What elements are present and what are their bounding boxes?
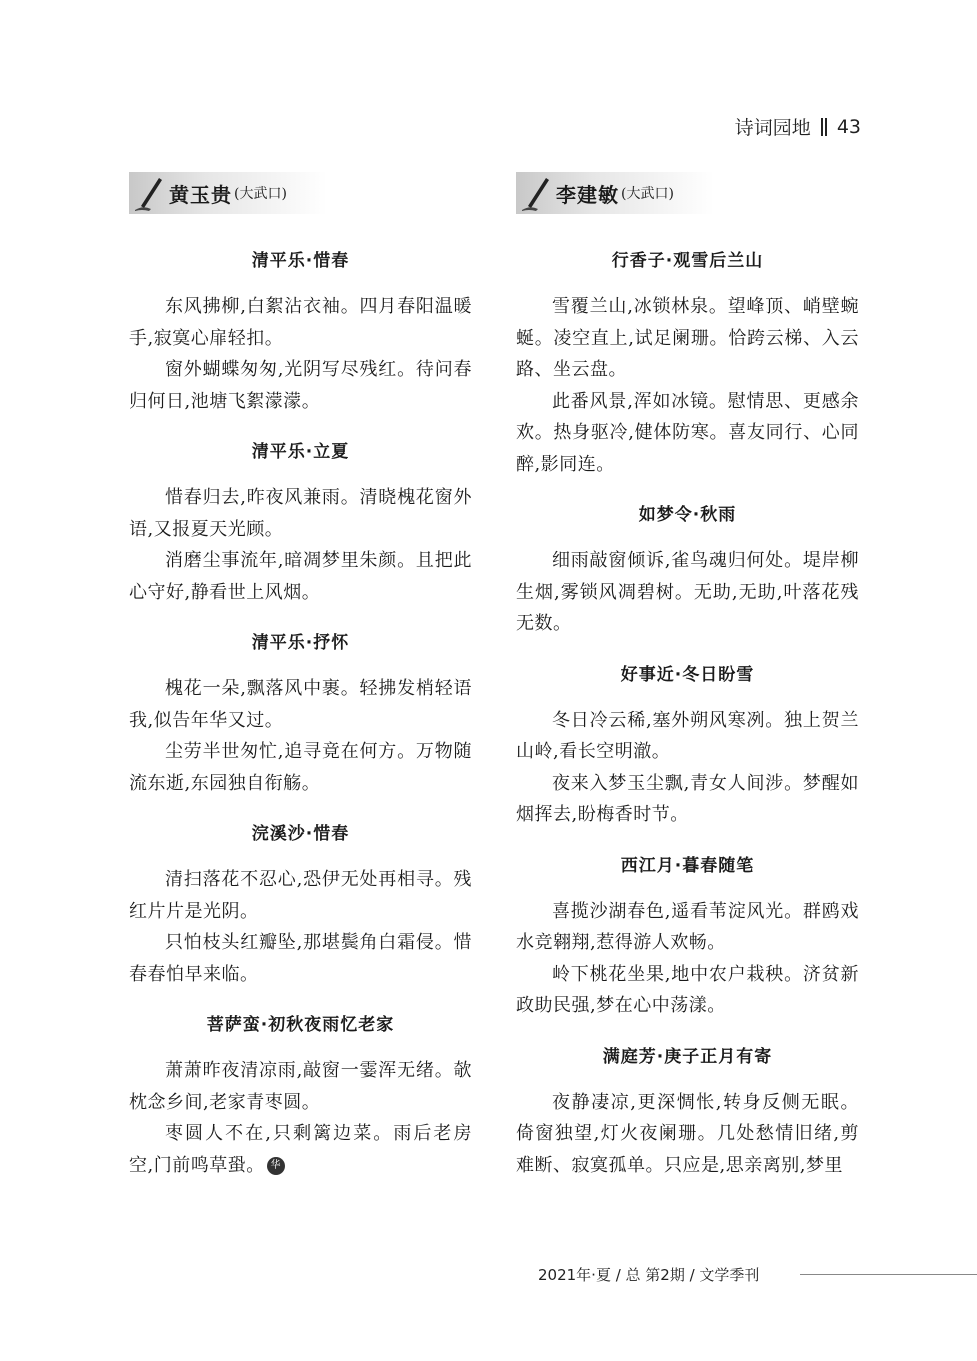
poem-stanza: 只怕枝头红瓣坠,那堪鬓角白霜侵。惜春春怕早来临。 — [129, 932, 472, 985]
author-location: (大武口) — [621, 186, 674, 202]
poem-stanza: 喜揽沙湖春色,遥看苇淀风光。群鸥戏水竞翱翔,惹得游人欢畅。 — [516, 900, 859, 953]
poem-title: 西江月·暮春随笔 — [620, 855, 755, 876]
poem-stanza: 东风拂柳,白絮沾衣袖。四月春阳温暖手,寂寞心扉轻扣。 — [129, 296, 472, 349]
poem-title: 好事近·冬日盼雪 — [620, 664, 755, 685]
author-banner — [516, 172, 736, 214]
poem-stanza: 夜来入梦玉尘飘,青女人间涉。梦醒如烟挥去,盼梅香时节。 — [516, 772, 859, 825]
poem-title: 浣溪沙·惜春 — [251, 824, 350, 844]
poem-stanza-last — [129, 1118, 472, 1181]
poem-title: 清平乐·抒怀 — [251, 633, 350, 653]
poem-title: 行香子·观雪后兰山 — [611, 251, 764, 271]
page-footer: 2021年·夏 / 总 第2期 / 文学季刊 — [538, 1266, 760, 1284]
poem-title: 如梦令·秋雨 — [638, 505, 737, 525]
poem — [129, 1010, 472, 1181]
author-name: 黄玉贵 — [169, 182, 232, 207]
brush-icon — [129, 172, 169, 214]
poem-stanza: 窗外蝴蝶匆匆,光阴写尽残红。待问春归何日,池塘飞絮濛濛。 — [129, 359, 472, 412]
poem — [129, 437, 472, 608]
poem — [516, 851, 859, 1022]
poem — [516, 660, 859, 831]
poem — [129, 246, 472, 417]
end-mark-icon: 华 — [267, 1157, 285, 1175]
poem-stanza: 槐花一朵,飘落风中裹。轻拂发梢轻语我,似告年华又过。 — [129, 678, 472, 731]
poem-stanza: 消磨尘事流年,暗凋梦里朱颜。且把此心守好,静看世上风烟。 — [129, 550, 472, 603]
poem-stanza: 细雨敲窗倾诉,雀鸟魂归何处。堤岸柳生烟,雾锁风凋碧树。无助,无助,叶落花残无数。 — [516, 550, 859, 634]
poem-stanza: 清扫落花不忍心,恐伊无处再相寻。残红片片是光阴。 — [129, 869, 472, 922]
page-number: 43 — [836, 115, 861, 138]
poem — [129, 628, 472, 799]
poem — [516, 246, 859, 480]
poem-stanza: 惜春归去,昨夜风兼雨。清晓槐花窗外语,又报夏天光顾。 — [129, 487, 472, 540]
poem-stanza: 尘劳半世匆忙,追寻竟在何方。万物随流东逝,东园独自衔觞。 — [129, 741, 472, 794]
poem-title: 菩萨蛮·初秋夜雨忆老家 — [206, 1015, 395, 1035]
page-header — [735, 113, 861, 140]
poem-stanza: 此番风景,浑如冰镜。慰情思、更感余欢。热身驱冷,健体防寒。喜友同行、心同醉,影同连。 — [516, 390, 859, 475]
poem-title: 满庭芳·庚子正月有寄 — [602, 1046, 773, 1067]
section-title: 诗词园地 — [734, 117, 811, 139]
header-divider — [821, 118, 827, 136]
left-column — [129, 172, 472, 1201]
brush-icon — [516, 172, 556, 214]
poem-stanza: 萧萧昨夜清凉雨,敲窗一霎浑无绪。欹枕念乡间,老家青枣圆。 — [129, 1060, 472, 1113]
poem — [516, 1042, 859, 1182]
author-name: 李建敏 — [556, 182, 619, 207]
poem-title: 清平乐·立夏 — [251, 442, 350, 462]
right-column — [516, 172, 859, 1201]
poem-stanza: 雪覆兰山,冰锁林泉。望峰顶、峭壁蜿蜒。凌空直上,试足阑珊。恰跨云梯、入云路、坐云盘。 — [516, 296, 859, 380]
author-banner — [129, 172, 349, 214]
poem-stanza: 夜静凄凉,更深惆怅,转身反侧无眠。倚窗独望,灯火夜阑珊。几处愁情旧绪,剪难断、寂寞孤单。只应是,思亲离别,梦里 — [516, 1091, 859, 1176]
poem — [516, 500, 859, 640]
poem-stanza: 冬日冷云稀,塞外朔风寒冽。独上贺兰山岭,看长空明澈。 — [516, 709, 859, 762]
poem-stanza-text: 枣圆人不在,只剩篱边菜。雨后老房空,门前鸣草蛩。 — [129, 1123, 472, 1176]
footer-rule — [800, 1274, 977, 1275]
author-location: (大武口) — [234, 186, 287, 202]
poem-title: 清平乐·惜春 — [251, 251, 350, 271]
poem-stanza: 岭下桃花坐果,地中农户栽秧。济贫新政助民强,梦在心中荡漾。 — [516, 963, 859, 1016]
poem — [129, 819, 472, 990]
